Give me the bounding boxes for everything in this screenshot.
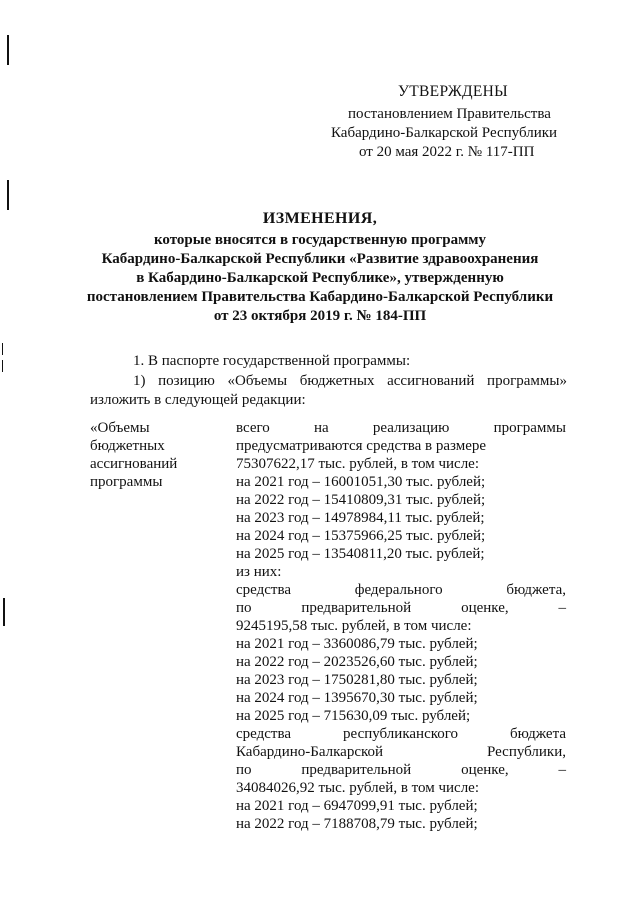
- table-label-line: «Объемы: [90, 420, 150, 436]
- word: реализацию: [372, 420, 450, 436]
- table-value-line: из них:: [236, 564, 282, 580]
- table-value-line: предусматриваются средства в размере: [236, 438, 487, 454]
- scan-mark: [2, 360, 3, 372]
- approval-line: Кабардино-Балкарской Республики: [331, 125, 558, 141]
- table-value-line: на 2023 год – 1750281,80 тыс. рублей;: [236, 672, 478, 688]
- table-value-line: 75307622,17 тыс. рублей, в том числе:: [236, 456, 480, 472]
- word: оценке,: [461, 600, 509, 616]
- title-line: в Кабардино-Балкарской Республике», утвержденную: [136, 270, 504, 286]
- table-value-line: 9245195,58 тыс. рублей, в том числе:: [236, 618, 472, 634]
- table-value-line: на 2021 год – 16001051,30 тыс. рублей;: [236, 474, 486, 490]
- table-value-line: [236, 420, 566, 437]
- word: по: [236, 762, 252, 778]
- table-value-line: [236, 762, 566, 779]
- word: республиканского: [343, 726, 459, 742]
- title-line: постановлением Правительства Кабардино-Балкарской Республики: [86, 289, 554, 305]
- approval-heading: УТВЕРЖДЕНЫ: [398, 83, 508, 100]
- scan-mark: [3, 598, 5, 626]
- word: –: [558, 762, 566, 778]
- approval-line: постановлением Правительства: [348, 106, 551, 122]
- word: средства: [236, 726, 292, 742]
- word: Кабардино-Балкарской: [236, 744, 384, 760]
- word: бюджета: [510, 726, 566, 742]
- title-line: Кабардино-Балкарской Республики «Развитие здравоохранения: [101, 251, 539, 267]
- word: «Объемы: [227, 373, 288, 389]
- table-value-line: на 2024 год – 15375966,25 тыс. рублей;: [236, 528, 486, 544]
- word: федерального: [354, 582, 443, 598]
- table-value-line: на 2025 год – 715630,09 тыс. рублей;: [236, 708, 471, 724]
- word: 1): [133, 373, 146, 389]
- word: программы: [493, 420, 566, 436]
- table-label-line: бюджетных: [90, 438, 165, 454]
- word: средства: [236, 582, 292, 598]
- word: Республики,: [487, 744, 566, 760]
- table-value-line: [236, 726, 566, 743]
- table-value-line: на 2021 год – 3360086,79 тыс. рублей;: [236, 636, 478, 652]
- table-value-line: на 2025 год – 13540811,20 тыс. рублей;: [236, 546, 485, 562]
- paragraph-item-1: 1. В паспорте государственной программы:: [133, 353, 411, 369]
- scan-mark: [2, 343, 3, 355]
- word: позицию: [158, 373, 215, 389]
- word: на: [313, 420, 329, 436]
- word: программы»: [487, 373, 567, 389]
- table-value-line: на 2022 год – 7188708,79 тыс. рублей;: [236, 816, 478, 832]
- word: ассигнований: [387, 373, 475, 389]
- word: по: [236, 600, 252, 616]
- title-line: от 23 октября 2019 г. № 184-ПП: [213, 308, 427, 324]
- paragraph-sub-item-1: [133, 373, 567, 390]
- title-line: которые вносятся в государственную программу: [153, 232, 487, 248]
- table-value-line: на 2023 год – 14978984,11 тыс. рублей;: [236, 510, 485, 526]
- table-value-line: на 2021 год – 6947099,91 тыс. рублей;: [236, 798, 478, 814]
- word: предварительной: [301, 600, 412, 616]
- table-value-line: [236, 582, 566, 599]
- table-value-line: [236, 600, 566, 617]
- paragraph-continuation: изложить в следующей редакции:: [90, 392, 306, 408]
- scan-mark: [7, 180, 9, 210]
- table-value-line: на 2022 год – 2023526,60 тыс. рублей;: [236, 654, 478, 670]
- word: всего: [236, 420, 270, 436]
- word: оценке,: [461, 762, 509, 778]
- table-value-line: [236, 744, 566, 761]
- scan-mark: [7, 35, 9, 65]
- table-value-line: на 2024 год – 1395670,30 тыс. рублей;: [236, 690, 478, 706]
- table-label-line: программы: [90, 474, 163, 490]
- table-value-line: 34084026,92 тыс. рублей, в том числе:: [236, 780, 480, 796]
- word: предварительной: [301, 762, 412, 778]
- word: бюджетных: [299, 373, 375, 389]
- word: –: [558, 600, 566, 616]
- table-value-line: на 2022 год – 15410809,31 тыс. рублей;: [236, 492, 486, 508]
- approval-line: от 20 мая 2022 г. № 117-ПП: [359, 144, 535, 160]
- table-label-line: ассигнований: [90, 456, 178, 472]
- document-title: ИЗМЕНЕНИЯ,: [262, 210, 378, 227]
- word: бюджета,: [506, 582, 566, 598]
